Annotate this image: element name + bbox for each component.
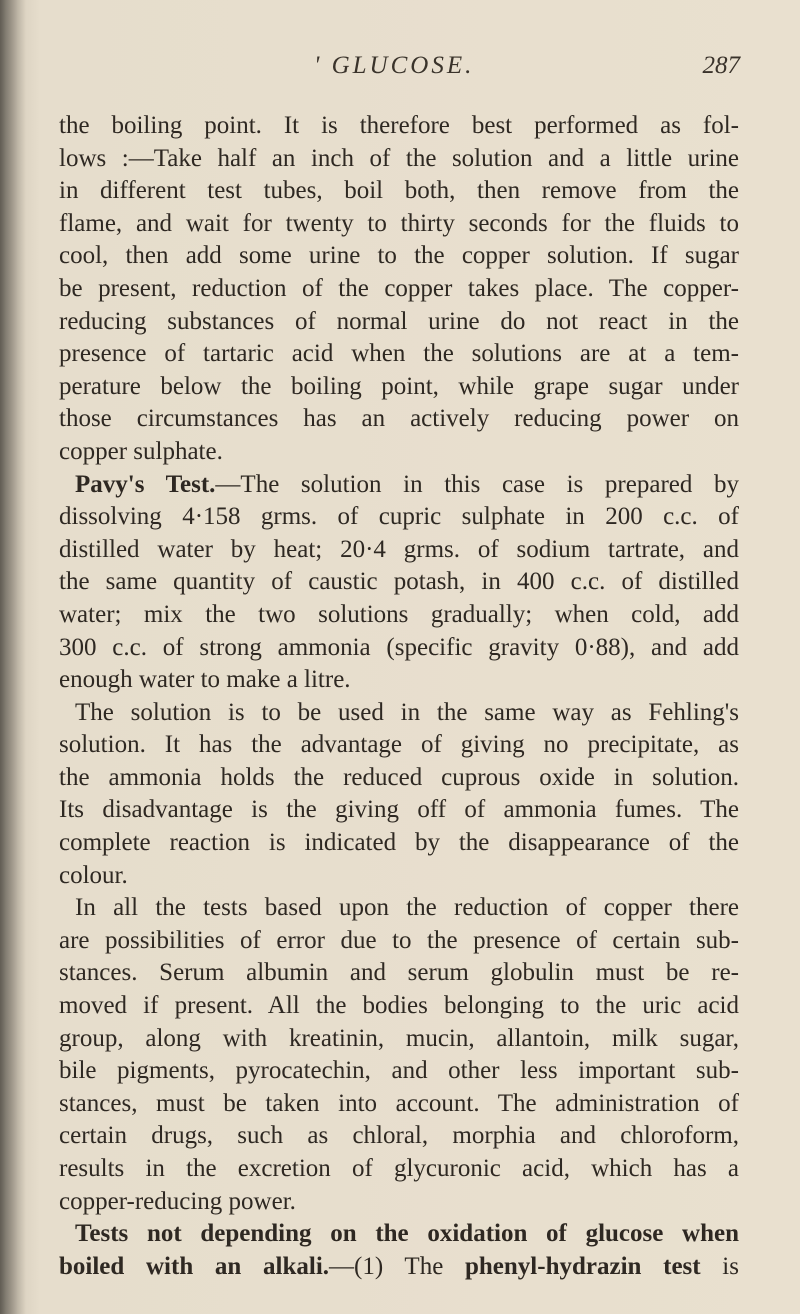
text-run: the boiling point. It is therefore best performed as fol- — [59, 112, 739, 139]
text-line — [59, 794, 739, 827]
text-line — [59, 1153, 739, 1186]
bold-text-run: Tests not depending on the oxidation of glucose when — [75, 1220, 739, 1248]
text-line — [59, 1251, 739, 1284]
text-line — [59, 1055, 739, 1088]
text-line — [59, 566, 739, 599]
text-run: presence of tartaric acid when the solutions are at a tem- — [59, 340, 739, 368]
text-run: reducing substances of normal urine do not react in the — [59, 307, 739, 335]
body-text — [59, 110, 739, 1283]
text-run: those circumstances has an actively reducing power on — [59, 405, 739, 433]
text-line — [59, 240, 739, 273]
text-line — [59, 860, 739, 893]
text-run: copper sulphate. — [59, 437, 223, 465]
text-line — [59, 892, 739, 925]
bold-text-run: phenyl-hydrazin test — [465, 1252, 701, 1280]
text-line — [59, 1120, 739, 1153]
text-run: distilled water by heat; 20·4 grms. of sodium tartrate, and — [59, 535, 739, 563]
text-run: the same quantity of caustic potash, in 400 c.c. of distilled — [59, 568, 739, 596]
text-line — [59, 110, 739, 143]
text-run: flame, and wait for twenty to thirty seconds for the fluids to — [59, 209, 739, 237]
text-line — [59, 371, 739, 404]
text-line — [59, 338, 739, 371]
text-run: is — [700, 1252, 739, 1280]
text-line — [59, 306, 739, 339]
text-run: solution. It has the advantage of giving no precipitate, as — [59, 731, 739, 759]
text-run: enough water to make a litre. — [59, 666, 351, 694]
text-run: are possibilities of error due to the presence of certain sub- — [59, 926, 739, 954]
text-run: colour. — [59, 861, 128, 889]
text-run: —The solution in this case is prepared by — [215, 470, 739, 498]
text-run: moved if present. All the bodies belonging to the uric acid — [59, 992, 739, 1020]
page-number: 287 — [702, 52, 740, 79]
text-run: Its disadvantage is the giving off of ammonia fumes. The — [59, 796, 739, 824]
text-line — [59, 762, 739, 795]
text-line — [59, 1023, 739, 1056]
text-line — [59, 697, 739, 730]
text-line — [59, 632, 739, 665]
text-line — [59, 208, 739, 241]
text-line — [59, 827, 739, 860]
text-run: bile pigments, pyrocatechin, and other less important sub- — [59, 1057, 739, 1085]
text-run: cool, then add some urine to the copper solution. If sugar — [59, 242, 739, 270]
text-run: stances, must be taken into account. The administration of — [59, 1089, 739, 1117]
text-line — [59, 1186, 739, 1219]
text-line — [59, 925, 739, 958]
text-line — [59, 957, 739, 990]
text-run: perature below the boiling point, while grape sugar under — [59, 372, 739, 400]
text-run: lows :—Take half an inch of the solution and a little urine — [59, 144, 739, 172]
running-title: ' GLUCOSE. — [314, 52, 475, 79]
text-run: dissolving 4·158 grms. of cupric sulphate in 200 c.c. of — [59, 503, 739, 531]
text-line — [59, 1218, 739, 1251]
text-run: complete reaction is indicated by the disappearance of the — [59, 829, 739, 857]
text-line — [59, 273, 739, 306]
text-line — [59, 175, 739, 208]
page-gutter-shadow — [0, 0, 26, 1314]
text-line — [59, 143, 739, 176]
bold-text-run: boiled with an alkali. — [59, 1252, 330, 1280]
text-line — [59, 729, 739, 762]
text-line — [59, 990, 739, 1023]
text-run: water; mix the two solutions gradually; when cold, add — [59, 600, 739, 628]
text-run: in different test tubes, boil both, then remove from the — [59, 177, 739, 205]
text-run: results in the excretion of glycuronic acid, which has a — [59, 1155, 739, 1182]
text-line — [59, 534, 739, 567]
text-run: stances. Serum albumin and serum globulin must be re- — [59, 959, 739, 987]
text-run: —(1) The — [329, 1252, 465, 1280]
page-header — [0, 52, 800, 86]
text-line — [59, 664, 739, 697]
text-line — [59, 501, 739, 534]
text-line — [59, 469, 739, 502]
bold-text-run: Pavy's Test. — [75, 470, 216, 498]
text-run: certain drugs, such as chloral, morphia and chloroform, — [59, 1122, 739, 1150]
text-run: group, along with kreatinin, mucin, allantoin, milk sugar, — [59, 1024, 739, 1052]
text-run: the ammonia holds the reduced cuprous oxide in solution. — [59, 763, 739, 791]
text-run: The solution is to be used in the same way as Fehling's — [75, 698, 739, 726]
text-run: In all the tests based upon the reduction of copper there — [75, 894, 739, 922]
text-run: copper-reducing power. — [59, 1187, 296, 1215]
text-run: 300 c.c. of strong ammonia (specific gravity 0·88), and add — [59, 633, 739, 661]
text-line — [59, 403, 739, 436]
text-line — [59, 599, 739, 632]
text-run: be present, reduction of the copper takes place. The copper- — [59, 274, 739, 302]
text-line — [59, 436, 739, 469]
text-line — [59, 1088, 739, 1121]
